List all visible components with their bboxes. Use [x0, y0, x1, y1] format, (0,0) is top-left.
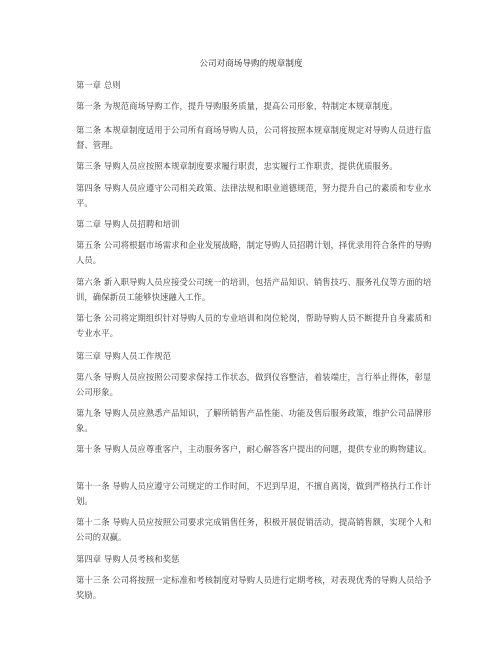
chapter-heading: 第二章 导购人员招聘和培训: [76, 219, 180, 229]
chapter-heading: 第一章 总则: [76, 80, 121, 90]
article-paragraph: 第五条 公司将根据市场需求和企业发展战略，制定导购人员招聘计划，择优录用符合条件的导购人员。: [76, 240, 432, 265]
chapter-heading: 第四章 导购人员考核和奖惩: [76, 554, 180, 564]
article-paragraph: 第三条 导购人员应按照本规章制度要求履行职责，忠实履行工作职责，提供优质服务。: [76, 161, 398, 171]
chapter-heading: 第三章 导购人员工作规范: [76, 351, 172, 361]
article-paragraph: 第十一条 导购人员应遵守公司规定的工作时间，不迟到早退，不擅自离岗，做到严格执行工作计划。: [76, 481, 432, 506]
article-paragraph: 第九条 导购人员应熟悉产品知识，了解所销售产品性能、功能及售后服务政策，维护公司品牌形象。: [76, 408, 432, 433]
article-paragraph: 第十条 导购人员应尊重客户，主动服务客户，耐心解答客户提出的问题，提供专业的购物建议。: [76, 444, 432, 454]
article-paragraph: 第六条 新入职导购人员应接受公司统一的培训，包括产品知识、销售技巧、服务礼仪等方面的培训，确保新员工能够快速融入工作。: [76, 277, 432, 302]
article-paragraph: 第十三条 公司将按照一定标准和考核制度对导购人员进行定期考核，对表现优秀的导购人员给予奖励。: [76, 575, 432, 600]
article-paragraph: 第四条 导购人员应遵守公司相关政策、法律法规和职业道德规范，努力提升自己的素质和专业水平。: [76, 183, 432, 208]
document-title: 公司对商场导购的规章制度: [199, 59, 303, 69]
article-paragraph: 第一条 为规范商场导购工作，提升导购服务质量，提高公司形象，特制定本规章制度。: [76, 101, 398, 111]
article-paragraph: 第十二条 导购人员应按照公司要求完成销售任务，积极开展促销活动，提高销售额，实现个人和公司的双赢。: [76, 517, 432, 542]
article-paragraph: 第七条 公司将定期组织针对导购人员的专业培训和岗位轮岗，帮助导购人员不断提升自身素质和专业水平。: [76, 313, 432, 338]
article-paragraph: 第八条 导购人员应按照公司要求保持工作状态，做到仪容整洁，着装端庄，言行举止得体，彰显公司形象。: [76, 372, 432, 397]
article-paragraph: 第二条 本规章制度适用于公司所有商场导购人员，公司将按照本规章制度规定对导购人员进行监督、管理。: [76, 125, 432, 150]
